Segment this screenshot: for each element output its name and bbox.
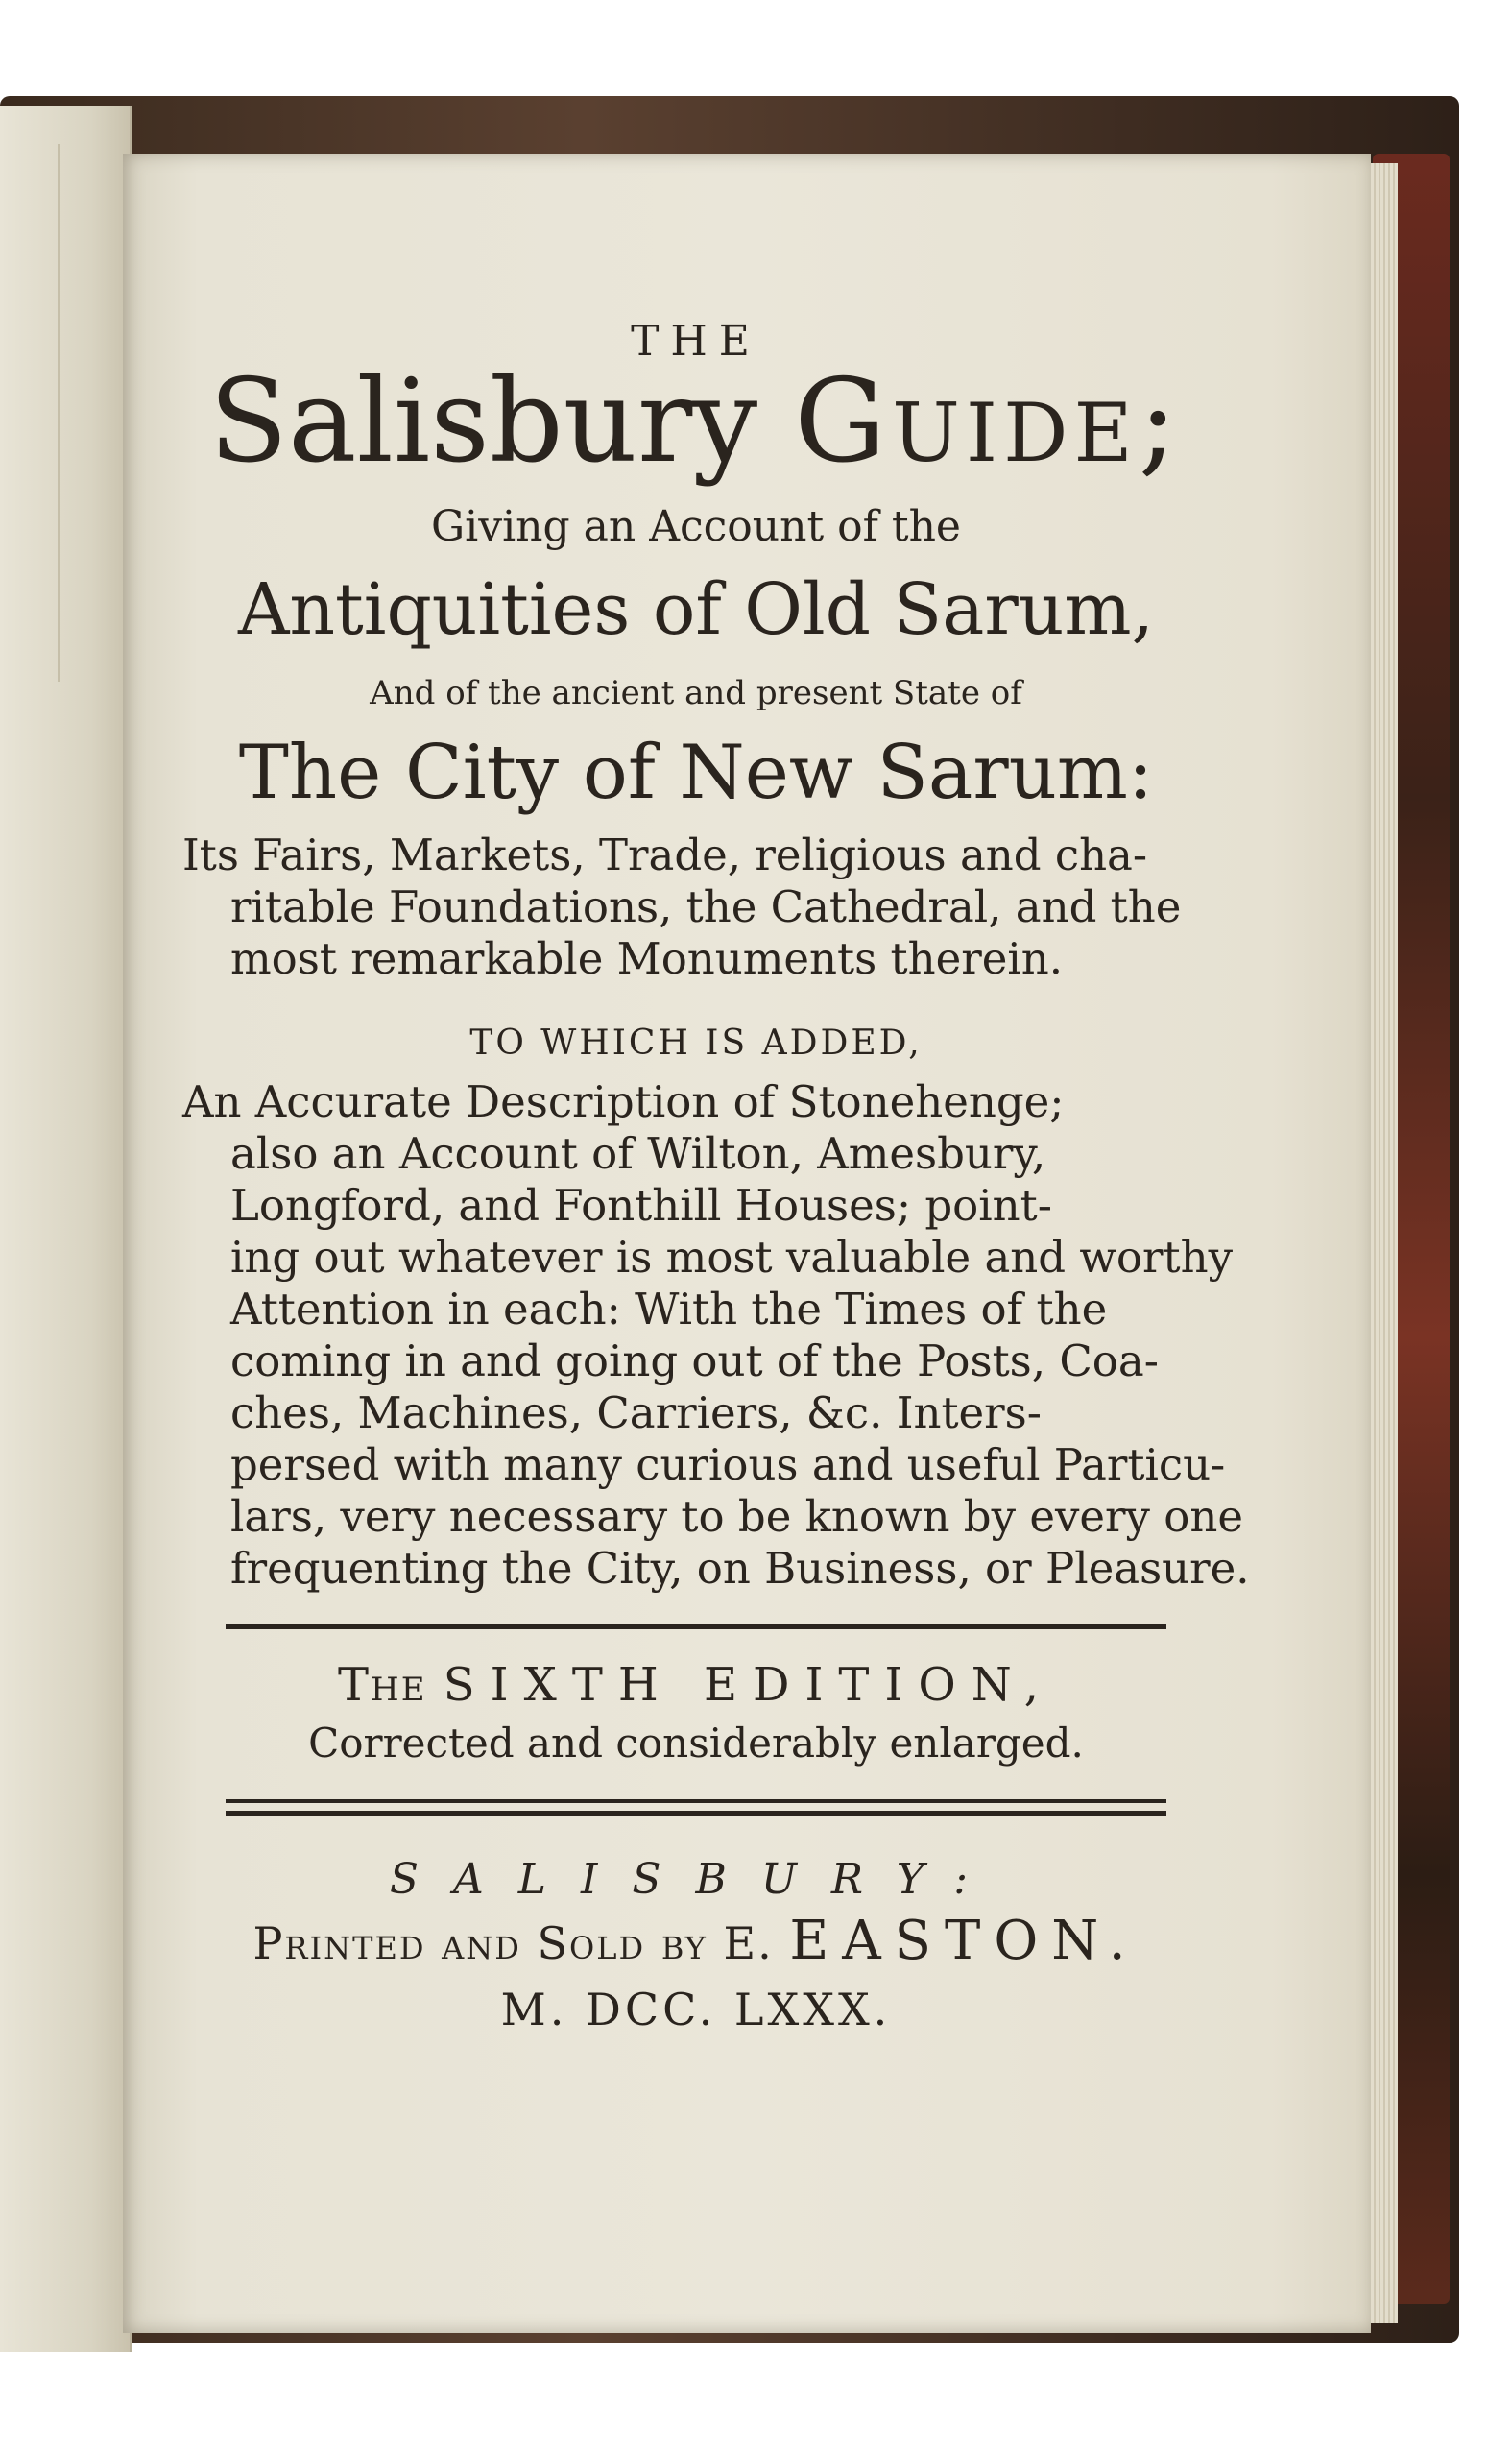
main-title bbox=[182, 355, 1210, 489]
divider-rule bbox=[226, 1624, 1166, 1629]
description-paragraph bbox=[182, 1076, 1250, 1595]
subtitle-city: The City of New Sarum: bbox=[238, 730, 1154, 816]
page-edges bbox=[1371, 163, 1398, 2323]
fairs-line: Its Fairs, Markets, Trade, religious and cha- bbox=[182, 830, 1148, 880]
title-page-text bbox=[182, 317, 1250, 2035]
desc-line: ches, Machines, Carriers, &c. Inters- bbox=[230, 1387, 1042, 1438]
to-which-is-added: TO WHICH IS ADDED, bbox=[469, 1023, 923, 1063]
subtitle-antiquities: Antiquities of Old Sarum, bbox=[237, 568, 1155, 651]
desc-line: An Accurate Description of Stonehenge; bbox=[182, 1076, 1065, 1127]
desc-line: frequenting the City, on Business, or Pleasure. bbox=[230, 1543, 1250, 1594]
edition-the: The bbox=[338, 1658, 427, 1712]
imprint-printer bbox=[182, 1910, 1210, 1972]
desc-line: also an Account of Wilton, Amesbury, bbox=[230, 1128, 1046, 1179]
imprint-date: M. DCC. LXXX. bbox=[500, 1984, 892, 2035]
left-page bbox=[0, 106, 132, 2352]
subtitle-ancient: And of the ancient and present State of bbox=[370, 674, 1022, 712]
page-fold-line bbox=[58, 144, 60, 682]
subtitle-giving: Giving an Account of the bbox=[431, 502, 961, 551]
corrected-line: Corrected and considerably enlarged. bbox=[308, 1720, 1084, 1767]
divider-rule-top bbox=[226, 1799, 1166, 1803]
edition-line bbox=[182, 1658, 1210, 1712]
fairs-line: ritable Foundations, the Cathedral, and the bbox=[230, 881, 1182, 932]
desc-line: ing out whatever is most valuable and worthy bbox=[230, 1232, 1234, 1283]
desc-line: lars, very necessary to be known by every one bbox=[230, 1491, 1243, 1542]
desc-line: persed with many curious and useful Particu- bbox=[230, 1439, 1226, 1490]
desc-line: Attention in each: With the Times of the bbox=[230, 1284, 1108, 1335]
title-the: THE bbox=[631, 317, 761, 366]
imprint-place: SALISBURY: bbox=[389, 1855, 1003, 1904]
fairs-paragraph bbox=[182, 830, 1210, 985]
main-title-salisbury: Salisbury bbox=[208, 355, 758, 489]
divider-rule-bottom bbox=[226, 1811, 1166, 1816]
main-title-guide: Guide; bbox=[794, 355, 1184, 489]
fairs-line: most remarkable Monuments therein. bbox=[230, 933, 1064, 984]
desc-line: Longford, and Fonthill Houses; point- bbox=[230, 1180, 1052, 1231]
edition-text: SIXTH EDITION, bbox=[443, 1658, 1054, 1712]
imprint-printed-by: Printed and Sold by E. bbox=[252, 1917, 774, 1969]
desc-line: coming in and going out of the Posts, Coa- bbox=[230, 1335, 1159, 1386]
imprint-printer-name: EASTON. bbox=[789, 1910, 1140, 1972]
